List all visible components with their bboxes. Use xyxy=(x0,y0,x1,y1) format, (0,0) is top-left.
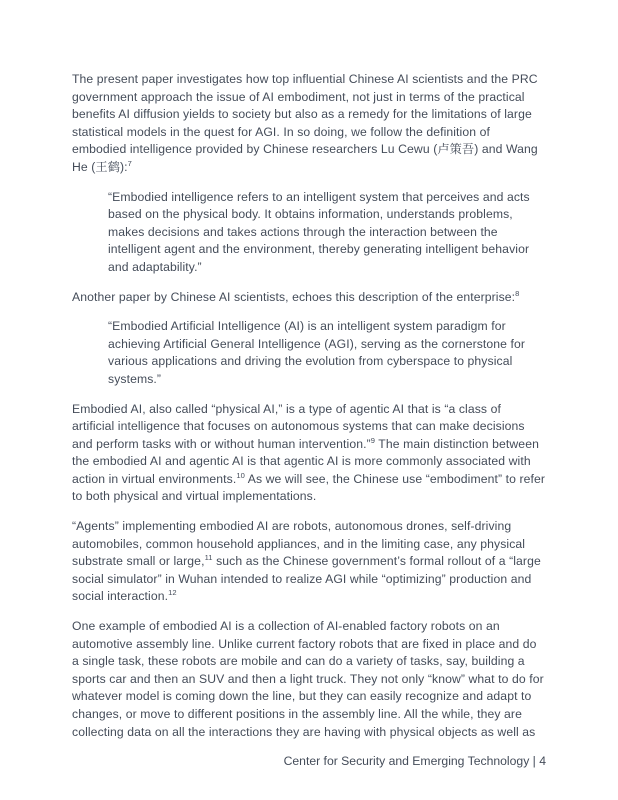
text-run: As we will see, the Chinese use “embodiment” to refer to both physical and virtual implementations. xyxy=(72,471,546,504)
paragraph xyxy=(72,618,546,741)
footnote-reference: 12 xyxy=(168,588,177,598)
footnote-reference: 7 xyxy=(127,158,132,168)
block-quote xyxy=(108,318,546,388)
paragraph xyxy=(72,71,546,177)
text-run: The present paper investigates how top influential Chinese AI scientists and the PRC government approach the issue of AI embodiment, not just in terms of the practical benefits AI diffusion yields to society but also as a remedy for the limitations of large statistical models in the quest for AGI. In so doing, we follow the definition of embodied intelligence provided by Chinese researchers Lu Cewu (卢策吾) and Wang He (王鹤): xyxy=(72,72,538,174)
paragraph xyxy=(72,518,546,606)
paragraph xyxy=(72,401,546,507)
text-run: “Agents” implementing embodied AI are robots, autonomous drones, self-driving automobiles, common household appliances, and in the limiting case, any physical substrate small or large, xyxy=(72,519,526,569)
text-run: “Embodied Artificial Intelligence (AI) is an intelligent system paradigm for achieving Artificial General Intelligence (AGI), serving as the cornerstone for various applications and driving the evolution from cyberspace to physical systems.” xyxy=(108,319,526,386)
text-run: “Embodied intelligence refers to an intelligent system that perceives and acts based on the physical body. It obtains information, understands problems, makes decisions and takes actions through the interaction between the intelligent agent and the environment, thereby generating intelligent behavior and adaptability.” xyxy=(108,189,530,274)
page-body xyxy=(72,71,546,753)
text-run: Another paper by Chinese AI scientists, echoes this description of the enterprise: xyxy=(72,289,516,304)
page-footer xyxy=(72,753,546,771)
footnote-reference: 10 xyxy=(236,470,245,480)
footnote-reference: 9 xyxy=(370,435,376,445)
text-run: such as the Chinese government’s formal rollout of a “large social simulator” in Wuhan intended to realize AGI while “optimizing” production and social interaction. xyxy=(72,554,541,604)
paragraph xyxy=(72,289,546,307)
block-quote xyxy=(108,189,546,277)
footnote-reference: 11 xyxy=(204,553,213,563)
footnote-reference: 8 xyxy=(515,288,520,298)
text-run: One example of embodied AI is a collection of AI-enabled factory robots on an automotive assembly line. Unlike current factory robots that are fixed in place and do a single task, these robots are mobile and can do a variety of tasks, say, building a sports car and then an SUV and then a light truck. They not only “know” what to do for whatever model is coming down the line, but they can easily recognize and adapt to changes, or move to different positions in the assembly line. All the while, they are collecting data on all the interactions they are having with physical objects as well as xyxy=(72,619,544,739)
text-run: The main distinction between the embodied AI and agentic AI is that agentic AI is more commonly associated with action in virtual environments. xyxy=(72,436,539,486)
text-run: Embodied AI, also called “physical AI,” is a type of agentic AI that is “a class of artificial intelligence that focuses on autonomous systems that can make decisions and perform tasks with or without human intervention.” xyxy=(72,401,525,451)
footer-text: Center for Security and Emerging Technology | 4 xyxy=(283,754,546,769)
